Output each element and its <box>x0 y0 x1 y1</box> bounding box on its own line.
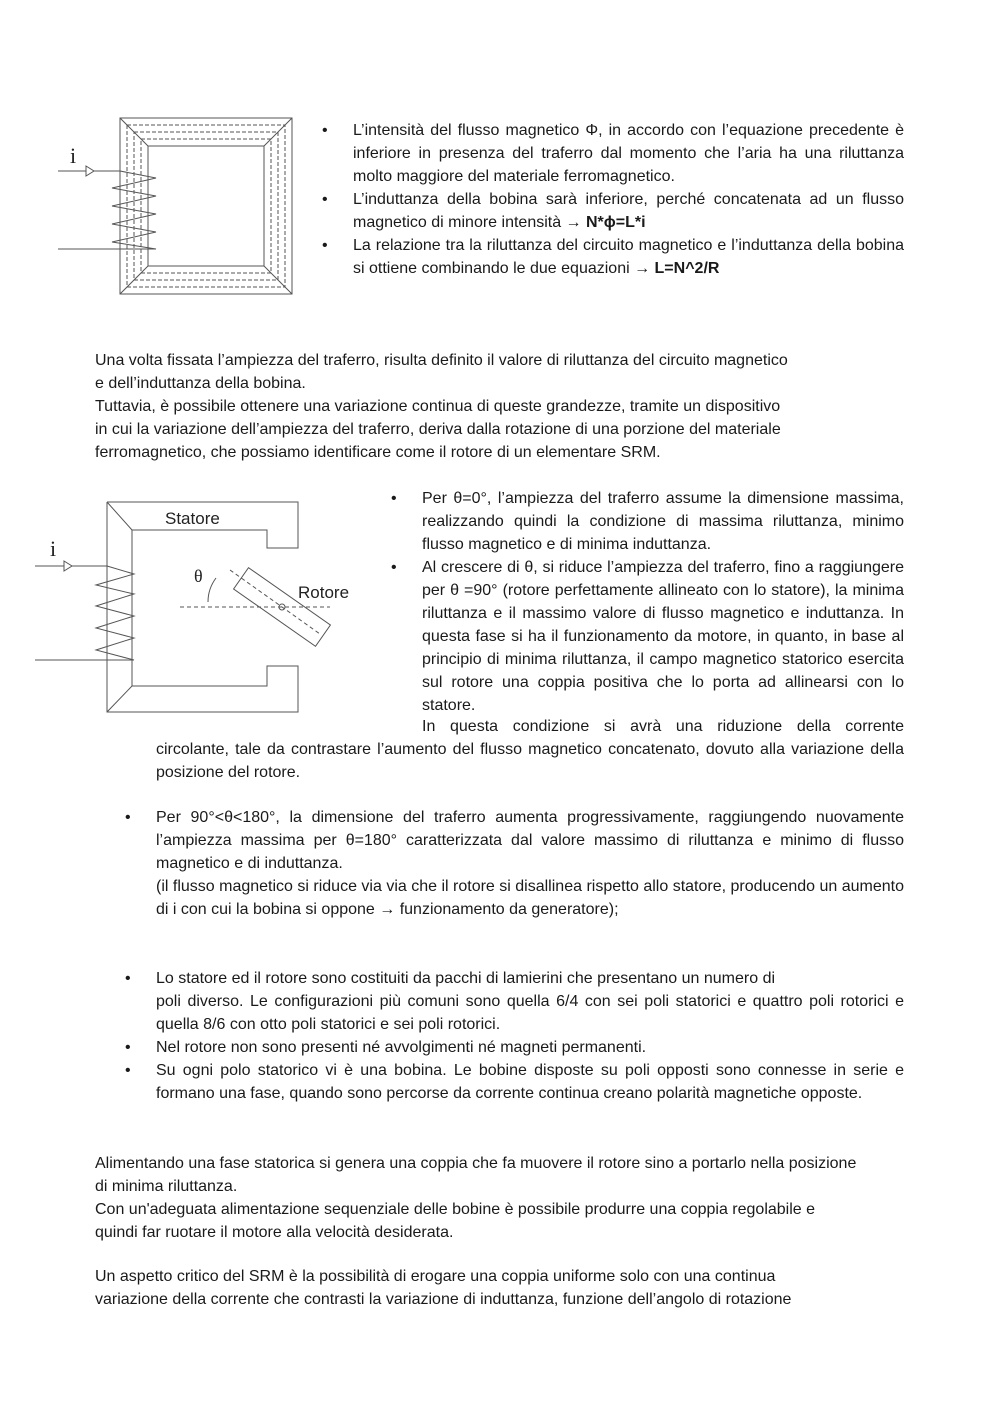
list-item <box>125 1059 904 1105</box>
bullet-text: L’intensità del flusso magnetico Φ, in accordo con l’equazione precedente è inferiore in presenza del traferro dal momento che l’aria ha una riluttanza molto maggiore del materiale ferromagnetico. <box>353 122 904 185</box>
paragraph-line: di minima riluttanza. <box>95 1178 238 1195</box>
paragraph-phase-feeding <box>95 1152 915 1244</box>
paragraph-line: ferromagnetico, che possiamo identificare come il rotore di un elementare SRM. <box>95 444 661 461</box>
stator-label: Statore <box>165 509 220 528</box>
paragraph-line: Una volta fissata l’ampiezza del traferro, risulta definito il valore di riluttanza del circuito magnetico <box>95 352 788 369</box>
list-item <box>125 1036 904 1059</box>
inductance-formula: N*ϕ=L*i <box>586 214 646 231</box>
list-item <box>125 806 904 921</box>
list-item <box>391 487 904 556</box>
lower-bullet-list <box>125 967 904 1105</box>
paragraph-line: Alimentando una fase statorica si genera una coppia che fa muovere il rotore sino a portarlo nella posizione <box>95 1155 857 1172</box>
list-item <box>125 967 904 1036</box>
continuation-first-line: In questa condizione si avrà una riduzione della corrente <box>422 718 904 735</box>
generator-bullet-list <box>125 806 904 921</box>
list-item <box>322 234 904 280</box>
middle-bullet-list <box>391 487 904 717</box>
bullet-text: La relazione tra la riluttanza del circuito magnetico e l’induttanza della bobina si ottiene combinando le due equazioni → <box>353 237 904 277</box>
rotor-label: Rotore <box>298 583 350 602</box>
list-item <box>322 188 904 234</box>
continuation-text: circolante, tale da contrastare l’aumento del flusso magnetico concatenato, dovuto alla variazione della posizione del rotore. <box>156 741 904 781</box>
srm-figure <box>30 490 370 720</box>
bullet-note: (il flusso magnetico si riduce via via che il rotore si disallinea rispetto allo statore, producendo un aumento di i con cui la bobina si oppone → funzionamento da generatore); <box>156 878 904 918</box>
figure1-current-label: i <box>70 143 77 168</box>
angle-label: θ <box>194 566 203 586</box>
paragraph-line: e dell’induttanza della bobina. <box>95 375 306 392</box>
bullet-text: • Lo statore ed il rotore sono costituiti da pacchi di lamierini che presentano un numero di <box>156 970 776 987</box>
paragraph-line: variazione della corrente che contrasti la variazione di induttanza, funzione dell’angolo di rotazione <box>95 1291 792 1308</box>
paragraph-critical-aspect <box>95 1265 915 1311</box>
bullet-text: L’induttanza della bobina sarà inferiore, perché concatenata ad un flusso magnetico di minore intensità → <box>353 191 904 231</box>
list-item <box>322 119 904 188</box>
bullet-text: • Per 90°<θ<180°, la dimensione del traferro aumenta progressivamente, raggiungendo nuovamente l’ampiezza massima per θ=180° caratterizzata dal valore massimo di riluttanza e minimo di flusso magnetico e di induttanza. <box>156 809 904 872</box>
paragraph-line: Con un'adeguata alimentazione sequenziale delle bobine è possibile produrre una coppia regolabile e <box>95 1201 816 1218</box>
bullet-text: Su ogni polo statorico vi è una bobina. Le bobine disposte su poli opposti sono connesse in serie e formano una fase, quando sono percorse da corrente continua creano polarità magnetiche opposte. <box>156 1062 904 1102</box>
figure2-current-label: i <box>50 536 57 561</box>
reluctance-formula: L=N^2/R <box>654 260 720 277</box>
magnetic-core-figure <box>40 110 310 305</box>
paragraph-line: Tuttavia, è possibile ottenere una variazione continua di queste grandezze, tramite un dispositivo <box>95 398 781 415</box>
bullet-text: Nel rotore non sono presenti né avvolgimenti né magneti permanenti. <box>156 1039 647 1056</box>
top-bullet-list <box>322 119 904 280</box>
paragraph-gap-variation <box>95 349 895 464</box>
bullet-text: Per θ=0°, l’ampiezza del traferro assume la dimensione massima, realizzando quindi la condizione di massima riluttanza, minimo flusso magnetico e di minima induttanza. <box>422 490 904 553</box>
bullet-text: poli diverso. Le configurazioni più comuni sono quella 6/4 con sei poli statorici e quattro poli rotorici e quella 8/6 con otto poli statorici e sei poli rotorici. <box>156 993 904 1033</box>
paragraph-line: quindi far ruotare il motore alla velocità desiderata. <box>95 1224 454 1241</box>
bullet-text: Al crescere di θ, si riduce l’ampiezza del traferro, fino a raggiungere per θ =90° (rotore perfettamente allineato con lo statore), la minima riluttanza e il massimo valore di flusso magnetico e induttanza. In questa fase si ha il funzionamento da motore, in quanto, in base al principio di minima riluttanza, il campo magnetico statorico esercita sul rotore una coppia positiva che lo porta ad allinearsi con lo statore. <box>422 559 904 714</box>
paragraph-line: Un aspetto critico del SRM è la possibilità di erogare una coppia uniforme solo con una continua <box>95 1268 776 1285</box>
list-item <box>391 556 904 717</box>
paragraph-line: in cui la variazione dell’ampiezza del traferro, deriva dalla rotazione di una porzione del materiale <box>95 421 781 438</box>
